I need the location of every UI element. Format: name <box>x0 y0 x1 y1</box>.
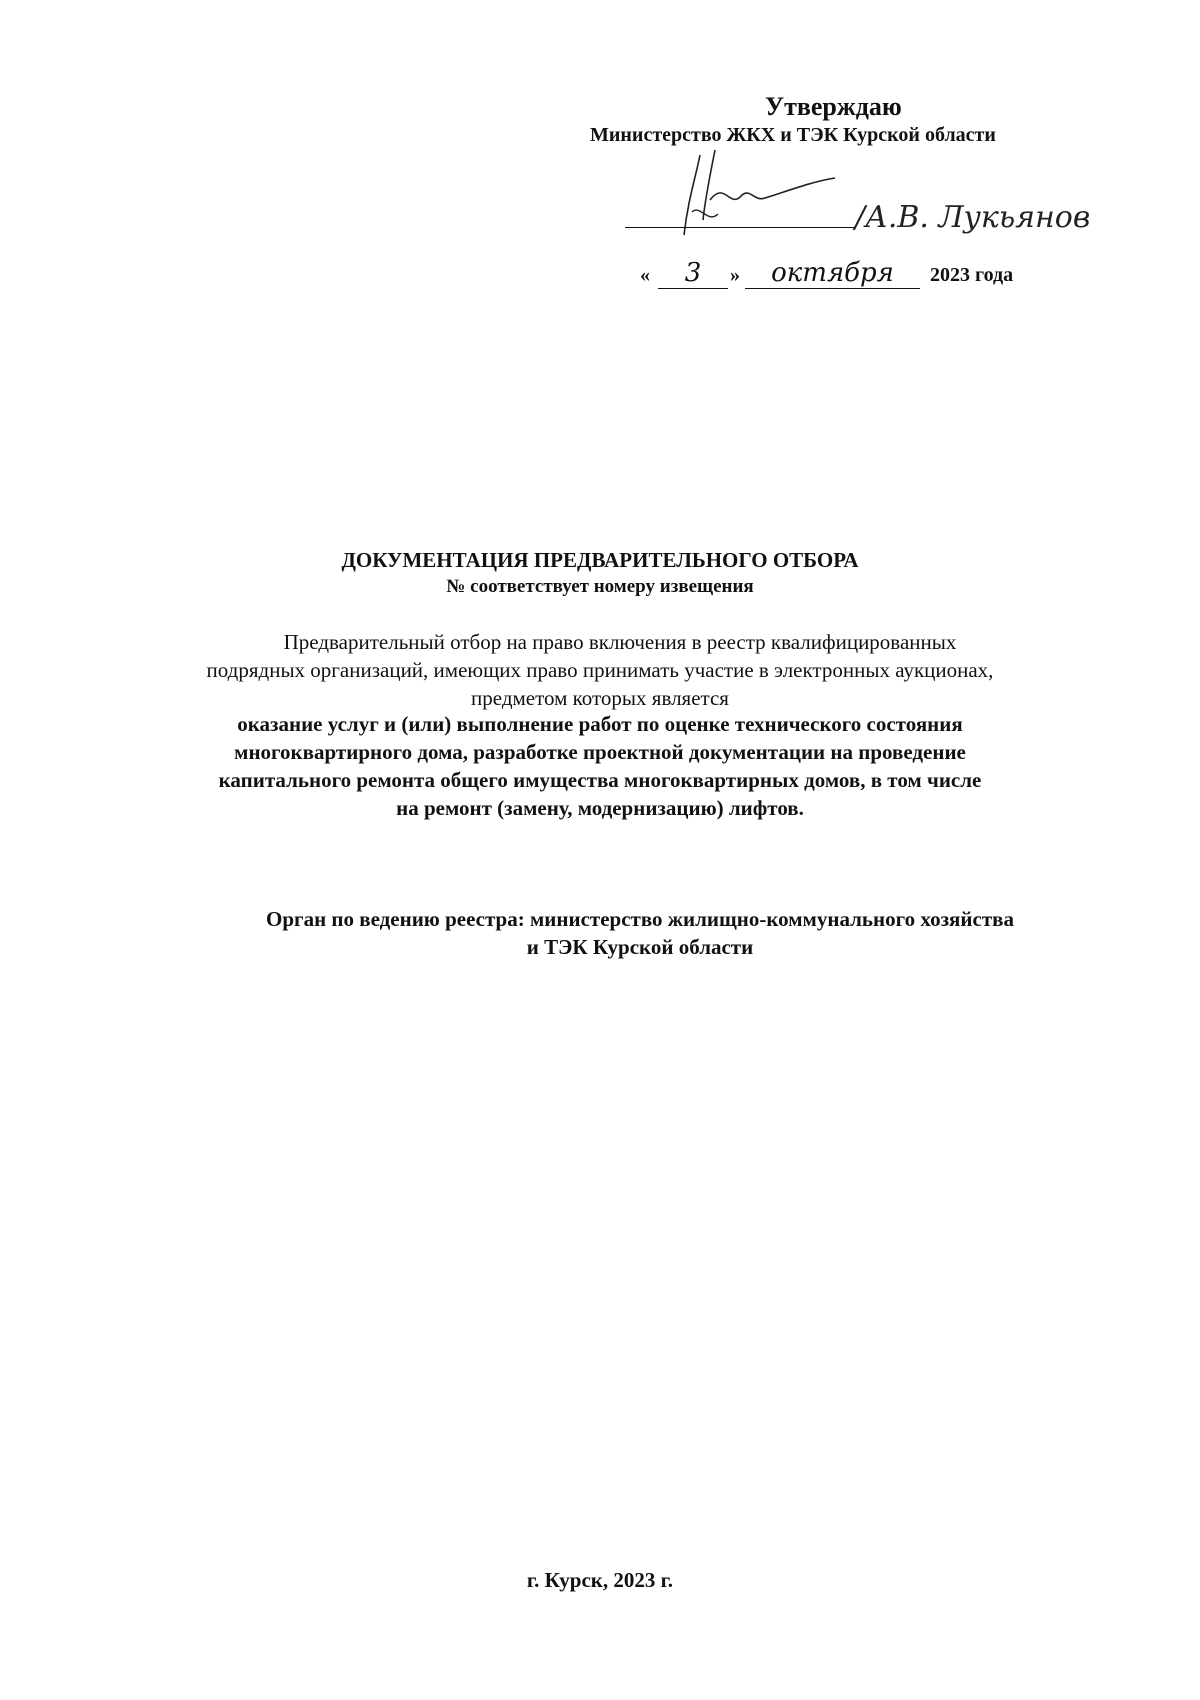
registry-line: и ТЭК Курской области <box>526 935 754 959</box>
intro-line: предметом которых является <box>471 686 729 710</box>
approval-date <box>640 258 1160 298</box>
intro-line: Предварительный отбор на право включения в реестр квалифицированных <box>283 630 957 654</box>
registry-line: Орган по ведению реестра: министерство жилищно-коммунального хозяйства <box>266 907 1014 931</box>
subject-line: на ремонт (замену, модернизацию) лифтов. <box>396 796 804 820</box>
date-open-quote: « <box>640 264 650 286</box>
signature-name: /А.В. Лукьянов <box>855 200 1091 235</box>
approval-organization: Министерство ЖКХ и ТЭК Курской области <box>590 124 996 146</box>
intro-paragraph <box>140 628 1060 712</box>
date-close-quote: » <box>730 264 740 286</box>
registry-authority <box>180 905 1100 961</box>
date-month: октября <box>745 258 920 289</box>
approval-title: Утверждаю <box>765 92 902 121</box>
date-day: 3 <box>658 258 728 289</box>
subject-line: оказание услуг и (или) выполнение работ по оценке технического состояния <box>237 712 963 736</box>
footer-place-year: г. Курск, 2023 г. <box>526 1568 674 1592</box>
subject-paragraph <box>100 710 1100 822</box>
intro-line: подрядных организаций, имеющих право принимать участие в электронных аукционах, <box>206 658 994 682</box>
subject-line: многоквартирного дома, разработке проектной документации на проведение <box>234 740 966 764</box>
signature-line <box>625 227 855 228</box>
date-year: 2023 года <box>930 264 1014 286</box>
document-title: ДОКУМЕНТАЦИЯ ПРЕДВАРИТЕЛЬНОГО ОТБОРА <box>341 548 859 572</box>
document-subtitle: № соответствует номеру извещения <box>446 576 754 597</box>
signature-scribble <box>670 140 840 250</box>
subject-line: капитального ремонта общего имущества многоквартирных домов, в том числе <box>218 768 982 792</box>
